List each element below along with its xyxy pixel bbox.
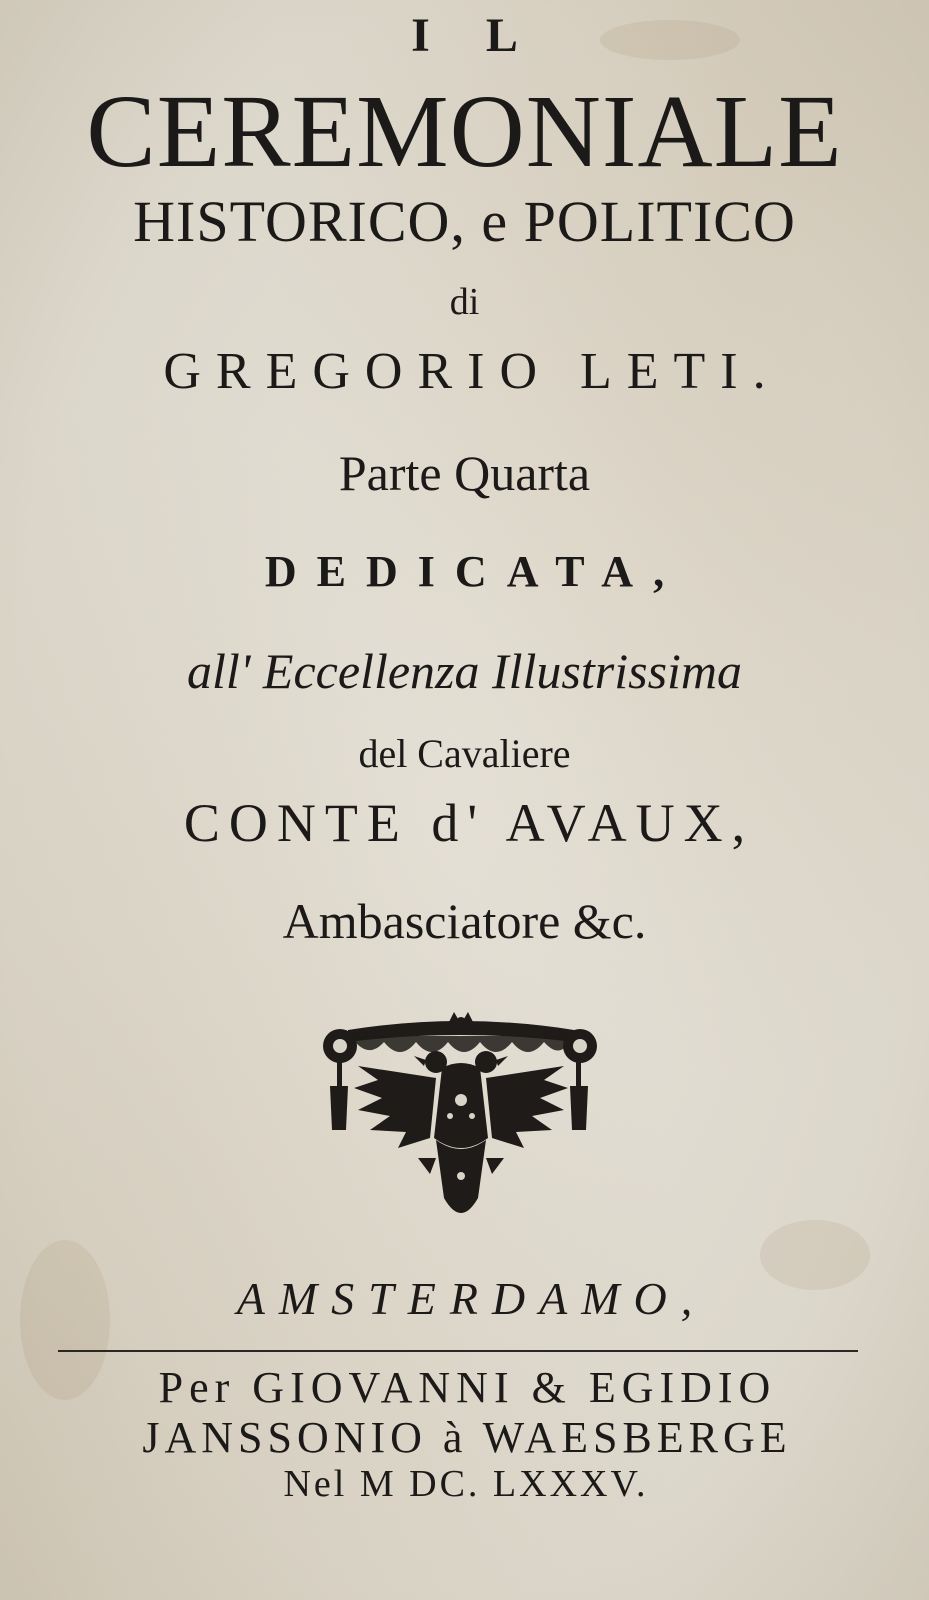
book-title: CEREMONIALE [86, 74, 843, 189]
double-headed-eagle-icon [318, 1008, 604, 1234]
tassel-icon [570, 1086, 588, 1130]
dedicatee-role: Ambasciatore &c. [282, 893, 647, 949]
title-article: I L [411, 9, 540, 62]
dedicatee-name: CONTE d' AVAUX, [183, 793, 755, 853]
eagle-wing-icon [354, 1066, 436, 1148]
imprint-place: AMSTERDAMO, [236, 1273, 707, 1324]
dedication-heading: DEDICATA, [264, 547, 685, 596]
book-subtitle: HISTORICO, e POLITICO [133, 189, 796, 254]
tassel-icon [330, 1086, 348, 1130]
publisher-line-2: JANSSONIO à WAESBERGE [142, 1413, 792, 1462]
volume-part: Parte Quarta [338, 445, 591, 501]
dedicatee-prefix: del Cavaliere [358, 731, 571, 776]
publisher-line-1: Per GIOVANNI & EGIDIO [158, 1363, 777, 1412]
author-preposition: di [449, 281, 480, 323]
imprint-rule [58, 1350, 858, 1352]
author-name: GREGORIO LETI. [163, 343, 781, 400]
eagle-wing-icon [486, 1066, 568, 1148]
dedication-address: all' Eccellenza Illustrissima [186, 643, 743, 699]
imprint-date: Nel M DC. LXXXV. [283, 1463, 649, 1505]
